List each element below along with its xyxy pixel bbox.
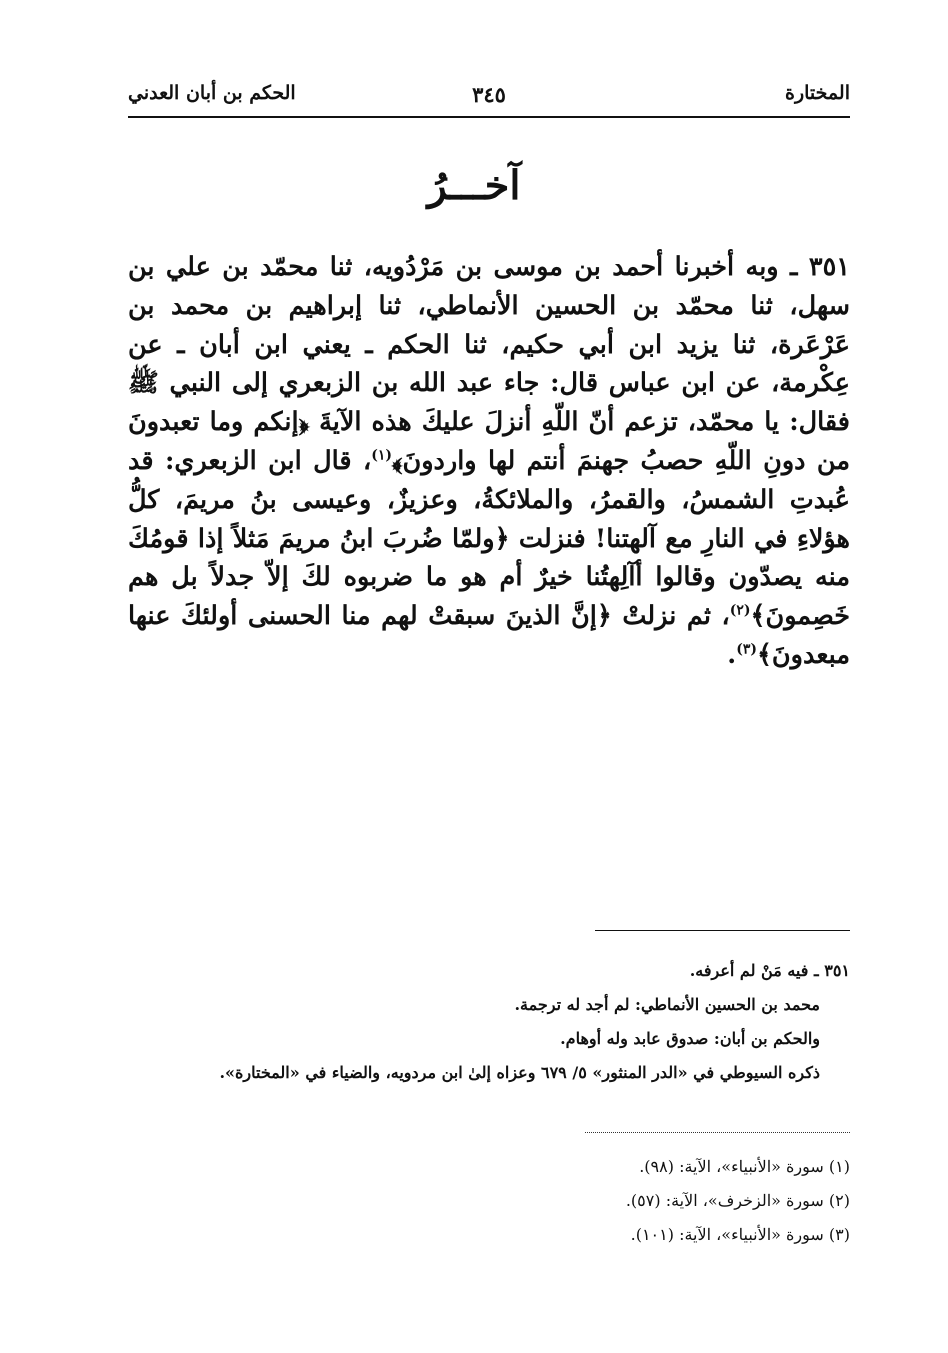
footnotes <box>128 1150 850 1252</box>
book-title: المختارة <box>785 82 850 104</box>
chapter-title: الحكم بن أبان العدني <box>128 82 296 104</box>
note-line: ٣٥١ ـ فيه مَنْ لم أعرفه. <box>689 961 850 980</box>
page-number: ٣٤٥ <box>472 82 506 107</box>
section-title: آخـــرُ <box>427 162 521 209</box>
footnote-ref-2: (٢) <box>729 602 751 619</box>
note-line: ذكره السيوطي في «الدر المنثور» ٥/ ٦٧٩ وعزاه إلىٰ ابن مردويه، والضياء في «المختارة». <box>219 1063 820 1082</box>
editor-notes <box>128 954 850 1090</box>
footnote-item: (٢) سورة «الزخرف»، الآية: (٥٧). <box>625 1191 850 1210</box>
footnote-ref-3: (٣) <box>736 641 757 658</box>
hadith-text-part-2: ، قال ابن الزبعري: قد عُبدتِ الشمسُ، والقمرُ، والملائكةُ، وعزيزٌ، وعيسى بنُ مريمَ، كلُّ هؤلاءِ في النارِ مع آلهتنا! فنزلت ﴿ولمّا ضُربَ ابنُ مريمَ مَثلاً إذا قومُكَ منه يصدّون وقالوا أآلِهتُنا خيرٌ أم هو ما ضربوه لكَ إلاّ جدلاً بل هم خَصِمونَ﴾ <box>128 445 850 632</box>
footnotes-divider <box>585 1132 850 1133</box>
footnote-ref-1: (١) <box>371 447 392 464</box>
hadith-paragraph <box>128 248 850 675</box>
footnote-item: (١) سورة «الأنبياء»، الآية: (٩٨). <box>639 1157 850 1176</box>
running-head <box>128 82 850 118</box>
notes-divider <box>595 930 850 931</box>
hadith-number: ٣٥١ <box>808 252 850 282</box>
footnote-item: (٣) سورة «الأنبياء»، الآية: (١٠١). <box>630 1225 850 1244</box>
hadith-text-end: . <box>727 639 737 670</box>
hadith-text-part-1: ـ وبه أخبرنا أحمد بن موسى بن مَرْدُويه، ثنا محمّد بن علي بن سهل، ثنا محمّد بن الحسين الأنماطي، ثنا إبراهيم بن محمد بن عَرْعَرة، ثنا يزيد ابن أبي حكيم، ثنا الحكم ـ يعني ابن أبان ـ عن عِكْرمة، عن ابن عباس قال: جاء عبد الله بن الزبعري إلى النبي ﷺ فقال: يا محمّد، تزعم أنّ اللّهِ أنزلَ عليكَ هذه الآيةَ ﴿إنكم وما تعبدونَ من دونِ اللّهِ حصبُ جهنمَ أنتم لها واردونَ﴾ <box>128 252 850 476</box>
note-line: محمد بن الحسين الأنماطي: لم أجد له ترجمة. <box>514 995 820 1014</box>
hadith-text-part-3: ، ثم نزلتْ ﴿إنَّ الذينَ سبقتْ لهم منا الحسنى أولئكَ عنها مبعدونَ﴾ <box>128 601 850 670</box>
note-line: والحكم بن أبان: صدوق عابد وله أوهام. <box>560 1029 820 1048</box>
header-divider <box>128 116 850 118</box>
